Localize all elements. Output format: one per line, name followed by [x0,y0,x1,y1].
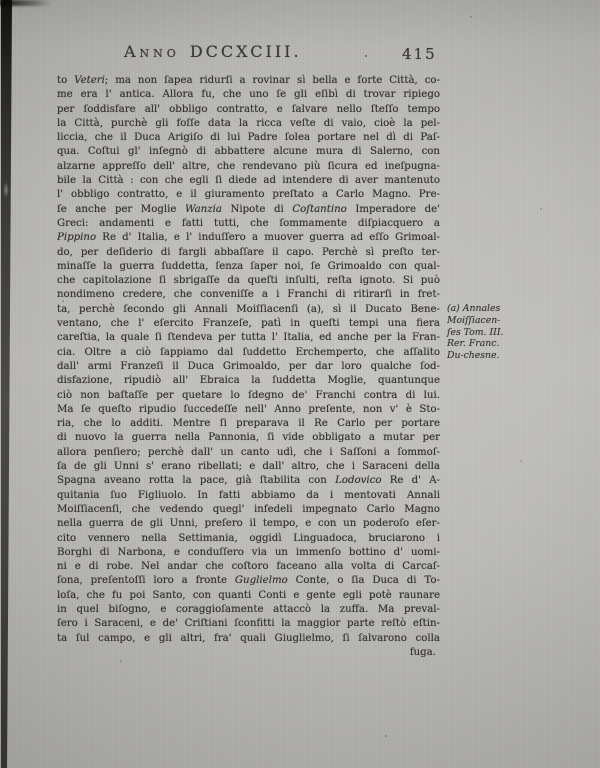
running-header [124,42,302,61]
text-line: liccia, che il Duca Arigiſo di lui Padre ſolea portare nel dì di Paſ- [57,132,440,144]
text-line: in quel biſogno, e coraggioſamente attaccò la zuffa. Ma preval- [57,603,440,615]
text-line: ſe anche per Moglie Wanzia Nipote di Coſtantino Imperadore de' [57,203,440,215]
text-line: ventano, che l' eſercito Franzeſe, patì in queſti tempi una fiera [57,318,440,330]
text-line: di nuovo la guerra nella Pannonia, ſi vide obbligato a mutar per [57,432,440,444]
text-line: me era l' antica. Allora fu, che uno ſe gli eſibì di trovar ripiego [57,89,440,101]
text-line: alzarne appreſſo dell' altre, che rendevano più ſicura ed ineſpugna- [57,160,440,172]
text-line: Moiſſiacenſi, che vedendo quegl' infedeli impegnato Carlo Magno [57,503,440,515]
text-line: che capitolazione ſi sbrigaſſe da queſti inſulti, reſta ignoto. Si può [57,275,440,287]
text-line: cito vennero nella Settimania, oggidì Linguadoca, bruciarono i [57,532,440,544]
running-header-anno-word: Anno [124,42,180,61]
text-line: Spagna aveano rotta la pace, già ſtabilita con Lodovico Re d' A- [57,475,440,487]
text-line: ta, perchè ſecondo gli Annali Moiſſiacenſi (a), sì il Ducato Bene- [57,303,440,315]
text-line: allora penſiero; perchè dall' un canto udì, che i Saſſoni a ſommoſ- [57,446,440,458]
text-line: to Veteri; ma non ſapea ridurſi a rovinar sì bella e forte Città, co- [57,75,440,86]
text-line: ni e di robe. Nel andar che coſtoro faceano alla volta di Carcaſ- [57,561,440,573]
text-line: bile la Città : con che egli ſi diede ad intendere di aver mantenuto [57,175,440,187]
text-line: per ſoddisfare all' obbligo contratto, e ſalvare nello ſteſſo tempo [57,103,440,115]
text-line: Borghi di Narbona, e conduſſero via un immenſo bottino d' uomi- [57,546,440,558]
body-text [57,74,440,646]
text-line: ſona, preſentoſſi loro a fronte Guglielmo Conte, o ſia Duca di To- [57,575,440,587]
page-number: 415 [402,45,437,63]
text-line: nella guerra de gli Unni, preſero il tempo, e con un poderoſo eſer- [57,518,440,530]
text-line: l' obbligo contratto, e il giuramento preſtato a Carlo Magno. Pre- [57,189,440,201]
text-line: cia. Oltre a ciò ſappiamo dal ſuddetto Erchemperto, che aſſalito [57,346,440,358]
margin-note-line: ſes Tom. III. [447,326,504,338]
text-line: ria, che lo additi. Mentre ſi preparava il Re Carlo per portare [57,418,440,430]
margin-note-citation [447,303,559,362]
text-line: disfazione, ripudiò all' Ebraica la ſuddetta Moglie, quantunque [57,375,440,387]
text-line: do, per deſiderio di fargli abbaſſare il capo. Perchè sì preſto ter- [57,246,440,258]
text-line: Ma ſe queſto ripudio ſuccedeſſe nell' Anno preſente, non v' è Sto- [57,403,440,415]
margin-note-line: Moiſſiacen- [447,314,501,326]
text-line: ta ſul campo, e gli altri, fra' quali Giuglielmo, ſi ſalvarono colla [57,632,440,644]
scan-edge-shadow [0,0,52,6]
text-line: minaſſe la guerra ſuddetta, ſenza ſaper noi, ſe Grimoaldo con qual- [57,260,440,272]
text-line: ciò non baſtaſſe per quetare lo ſdegno de' Franchi contra di lui. [57,389,440,401]
text-line: Greci: andamenti e fatti tutti, che ſommamente diſpiacquero a [57,217,440,229]
text-line: la Città, purchè gli foſſe data la ricca veſte di vaio, cioè la pel- [57,117,440,129]
body-last-line: fuga. [409,647,436,658]
margin-note-line: Du-chesne. [447,350,500,362]
text-line: qua. Coſtui gl' inſegnò di abbattere alcune mura di Salerno, con [57,146,440,158]
text-line: Pippino Re d' Italia, e l' induſſero a muover guerra ad eſſo Grimoal- [57,232,440,244]
gutter-highlight [3,182,9,198]
running-header-year-numeral: DCCXCIII. [189,42,302,61]
text-line: careſtia, la quale ſi ſtendeva per tutta l' Italia, ed anche per la Fran- [57,332,440,344]
margin-note-line: Rer. Franc. [447,338,500,350]
text-line: quitania ſuo Figliuolo. In fatti abbiamo da i mentovati Annali [57,489,440,501]
text-line: ſero i Saraceni, e de' Criſtiani ſconfitti la maggior parte reſtò eſtin- [57,618,440,630]
text-line: dall' armi Franzeſi il Duca Grimoaldo, per dar loro qualche ſod- [57,360,440,372]
text-line: nondimeno credere, che conveniſſe a i Franchi di ritirarſi in fret- [57,289,440,301]
text-line: ſa de gli Unni s' erano ribellati; e dall' altro, che i Saraceni della [57,461,440,473]
text-line: loſa, che fu poi Santo, con quanti Conti e gente egli potè raunare [57,589,440,601]
book-gutter-shadow [1,0,12,768]
margin-note-line: (a) Annales [447,303,501,314]
